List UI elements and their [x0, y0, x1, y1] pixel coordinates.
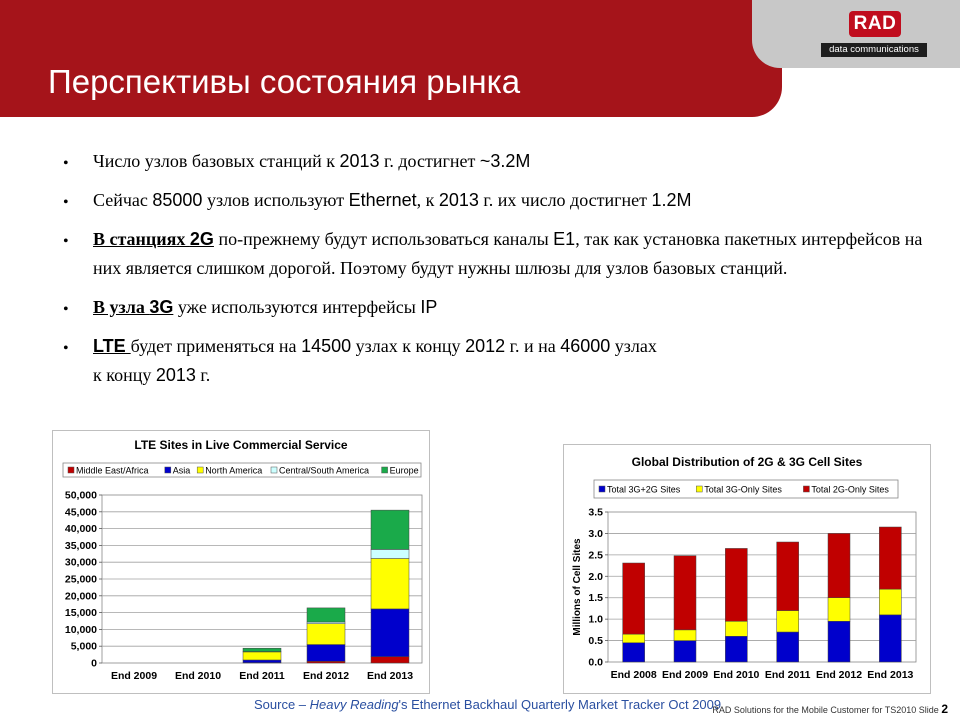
y-tick-label: 3.5 [588, 506, 603, 519]
bullet-text: к концу [93, 365, 156, 385]
lte-sites-chart-svg [53, 431, 429, 693]
bullet-text: , так как установка пакетных интерфейсов на них является слишком дорогой. Поэтому будут нужны шлюзы для узлов базовых станций. [93, 229, 923, 278]
bullet-text: ~3.2M [479, 151, 531, 171]
bar-segment [623, 643, 645, 662]
bar-segment [777, 542, 799, 611]
bullet-item [60, 293, 940, 322]
bar-segment [371, 609, 409, 657]
bar-segment [307, 624, 345, 645]
plot-area [608, 512, 916, 662]
bullet-dot: • [63, 233, 69, 250]
bar-segment [623, 563, 645, 634]
bullet-text: 2012 [465, 336, 506, 356]
bullet-list [60, 147, 940, 400]
bullet-dot: • [63, 340, 69, 357]
bar-segment [725, 636, 747, 662]
y-tick-label: 45,000 [64, 506, 97, 519]
bullet-text: г. их число достигнет [478, 190, 652, 210]
bullet-text: г. и на [505, 336, 561, 356]
legend-label: Total 3G+2G Sites [607, 484, 681, 495]
bar-segment [371, 559, 409, 609]
lte-sites-chart [52, 430, 430, 694]
y-tick-label: 1.0 [588, 613, 603, 626]
y-tick-label: 10,000 [64, 623, 97, 636]
bar-segment [725, 548, 747, 621]
bar-segment [243, 652, 281, 660]
cell-sites-chart-svg [564, 445, 930, 693]
bar-segment [674, 641, 696, 662]
bullet-text: 2013 [438, 190, 479, 210]
bullet-text: узлов используют [202, 190, 349, 210]
bullet-text: 1.2M [651, 190, 692, 210]
bullet-text: В узла [93, 297, 150, 317]
slide-title: Перспективы состояния рынка [48, 63, 521, 100]
bullet-text: по-прежнему будут использоваться каналы [213, 229, 554, 249]
bullet-text: Ethernet [348, 190, 417, 210]
bullet-text: узлах к концу [351, 336, 466, 356]
bullet-dot: • [63, 155, 69, 172]
legend-label: Total 3G-Only Sites [704, 484, 782, 495]
bar-segment [623, 634, 645, 643]
bar-segment [828, 621, 850, 662]
bar-segment [777, 632, 799, 662]
slide-number: 2 [941, 702, 948, 716]
legend-label: Middle East/Africa [76, 465, 149, 476]
legend-label: Europe [389, 465, 419, 476]
x-tick-label: End 2011 [764, 669, 811, 681]
legend-label: North America [205, 465, 263, 476]
bar-segment [879, 615, 901, 662]
y-tick-label: 0 [91, 657, 97, 670]
bullet-text: 14500 [301, 336, 352, 356]
bullet-text: уже используются интерфейсы [173, 297, 421, 317]
y-tick-label: 20,000 [64, 590, 97, 603]
bullet-text: г. достигнет [379, 151, 480, 171]
source-rest: 's Ethernet Backhaul Quarterly Market Tracker Oct 2009 [398, 697, 722, 712]
bullet-text: узлах [610, 336, 657, 356]
legend-swatch [696, 486, 702, 492]
bullet-text: 2013 [339, 151, 380, 171]
bullet-item [60, 186, 940, 215]
bar-segment [307, 608, 345, 622]
source-note [254, 697, 721, 712]
source-publisher: Heavy Reading [309, 697, 399, 712]
y-tick-label: 15,000 [64, 607, 97, 620]
bar-segment [879, 589, 901, 615]
legend-swatch [803, 486, 809, 492]
y-tick-label: 0.0 [588, 656, 603, 669]
bar-segment [307, 661, 345, 663]
bar-segment [371, 510, 409, 549]
bullet-text: Сейчас [93, 190, 153, 210]
slide-footer [712, 702, 948, 716]
y-tick-label: 40,000 [64, 523, 97, 536]
chart-title: LTE Sites in Live Commercial Service [134, 438, 348, 452]
x-tick-label: End 2009 [661, 669, 709, 681]
footer-text: RAD Solutions for the Mobile Customer for TS2010 Slide [712, 705, 942, 715]
bar-segment [307, 622, 345, 624]
bullet-dot: • [63, 194, 69, 211]
legend-label: Total 2G-Only Sites [811, 484, 889, 495]
bullet-text: E1 [553, 229, 576, 249]
chart-title: Global Distribution of 2G & 3G Cell Sites [631, 455, 863, 469]
y-tick-label: 2.0 [588, 570, 603, 583]
bullet-text: 46000 [560, 336, 611, 356]
y-tick-label: 0.5 [588, 635, 603, 648]
x-tick-label: End 2012 [815, 669, 863, 681]
legend-label: Central/South America [279, 465, 370, 476]
bar-segment [828, 598, 850, 622]
bullet-text: В станциях [93, 229, 190, 249]
y-tick-label: 3.0 [588, 527, 603, 540]
bar-segment [725, 621, 747, 636]
x-tick-label: End 2011 [239, 670, 285, 682]
bullet-text: IP [420, 297, 438, 317]
bar-segment [307, 645, 345, 662]
bar-segment [674, 556, 696, 630]
x-tick-label: End 2010 [713, 669, 760, 681]
bullet-item [60, 332, 940, 390]
y-tick-label: 35,000 [64, 539, 97, 552]
bullet-dot: • [63, 301, 69, 318]
bullet-item [60, 225, 940, 283]
x-tick-label: End 2013 [366, 670, 414, 682]
legend-swatch [271, 467, 277, 473]
bullet-text: LTE [93, 336, 131, 356]
legend-swatch [599, 486, 605, 492]
y-axis-label: Millions of Cell Sites [572, 538, 583, 636]
source-prefix: Source – [254, 697, 310, 712]
y-tick-label: 30,000 [64, 556, 97, 569]
legend-swatch [197, 467, 203, 473]
bar-segment [777, 611, 799, 632]
bullet-text: 85000 [152, 190, 203, 210]
bar-segment [371, 657, 409, 663]
bar-segment [243, 648, 281, 651]
bullet-text: 3G [149, 297, 174, 317]
y-tick-label: 5,000 [70, 640, 97, 653]
rad-logo: RAD [849, 11, 901, 37]
y-tick-label: 1.5 [588, 592, 603, 605]
legend-label: Asia [172, 465, 191, 476]
x-tick-label: End 2008 [610, 669, 657, 681]
bar-segment [828, 533, 850, 597]
cell-sites-chart [563, 444, 931, 694]
x-tick-label: End 2013 [867, 669, 914, 681]
bullet-text: г. [195, 365, 211, 385]
y-tick-label: 50,000 [64, 489, 97, 502]
bullet-text: , к [416, 190, 439, 210]
legend-swatch [165, 467, 171, 473]
x-tick-label: End 2012 [302, 670, 350, 682]
legend-swatch [382, 467, 388, 473]
bar-segment [243, 660, 281, 663]
rad-logo-subtitle: data communications [821, 43, 927, 57]
bar-segment [674, 630, 696, 641]
bullet-text: 2013 [155, 365, 196, 385]
x-tick-label: End 2009 [110, 670, 158, 682]
bullet-text: будет применяться на [130, 336, 302, 356]
y-tick-label: 25,000 [64, 573, 97, 586]
bullet-item [60, 147, 940, 176]
bar-segment [879, 527, 901, 589]
legend-swatch [68, 467, 74, 473]
bullet-text: 2G [189, 229, 214, 249]
x-tick-label: End 2010 [174, 670, 222, 682]
bar-segment [371, 549, 409, 558]
y-tick-label: 2.5 [588, 549, 603, 562]
bullet-text: Число узлов базовых станций к [93, 151, 340, 171]
